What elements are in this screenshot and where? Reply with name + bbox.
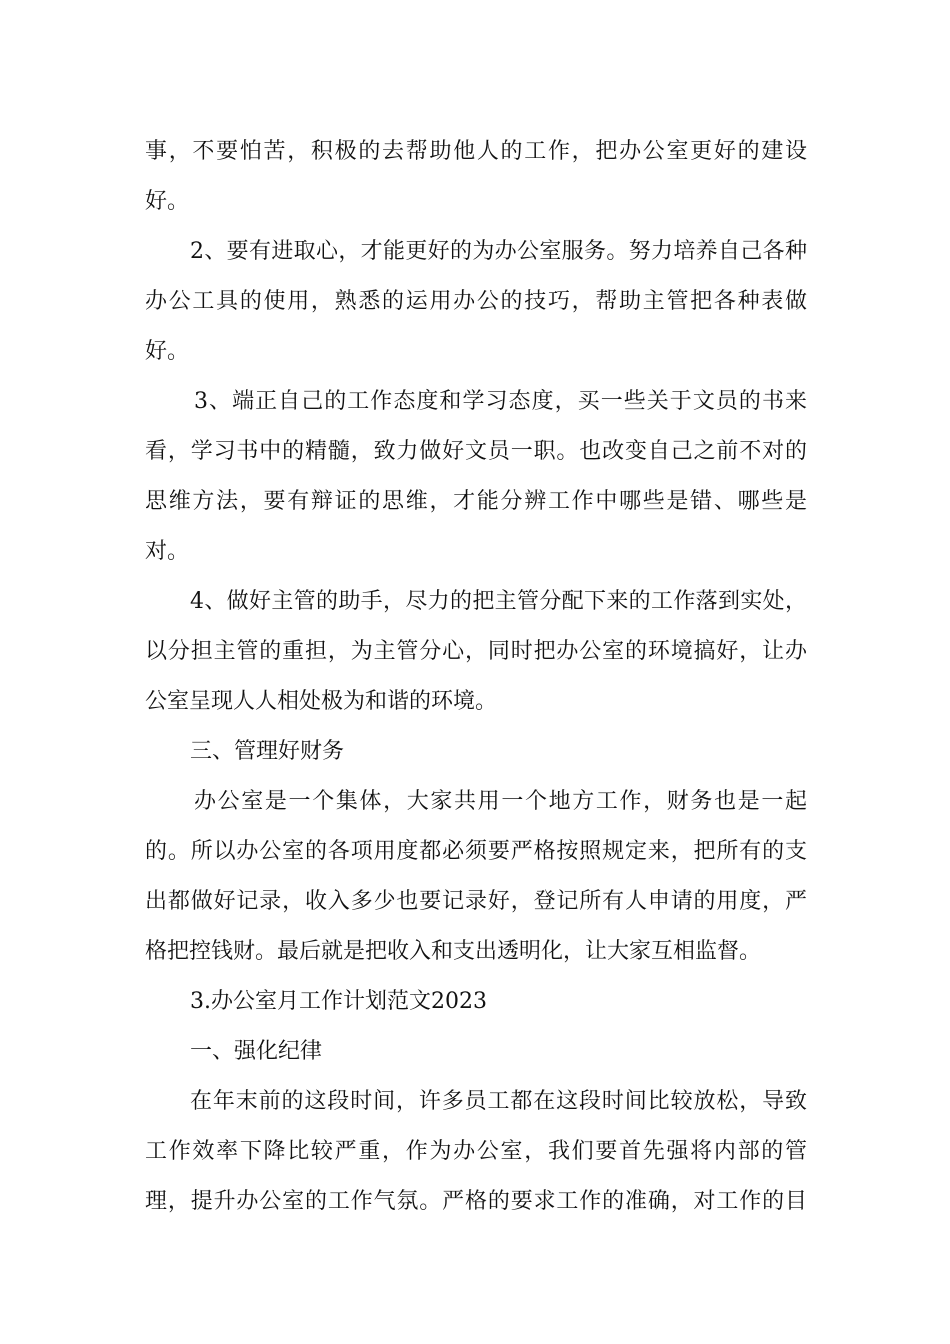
text-line: 公室呈现人人相处极为和谐的环境。: [145, 689, 498, 714]
section-heading: 一、强化纪律: [190, 1039, 323, 1064]
text-line: 以分担主管的重担，为主管分心，同时把办公室的环境搞好，让办: [145, 639, 807, 664]
text-line: 好。: [145, 189, 190, 214]
text-line: 办公室是一个集体，大家共用一个地方工作，财务也是一起: [194, 789, 807, 814]
text-line: 思维方法，要有辩证的思维，才能分辨工作中哪些是错、哪些是: [145, 489, 807, 514]
text-line: 在年末前的这段时间，许多员工都在这段时间比较放松，导致: [190, 1089, 807, 1114]
text-line: 工作效率下降比较严重，作为办公室，我们要首先强将内部的管: [145, 1139, 807, 1164]
text-line: 对。: [145, 539, 190, 564]
section-heading: 三、管理好财务: [190, 739, 345, 764]
text-line: 2、要有进取心，才能更好的为办公室服务。努力培养自己各种: [190, 239, 807, 264]
text-line: 4、做好主管的助手，尽力的把主管分配下来的工作落到实处，: [190, 589, 807, 614]
text-line: 3、端正自己的工作态度和学习态度，买一些关于文员的书来: [194, 389, 807, 414]
text-line: 理，提升办公室的工作气氛。严格的要求工作的准确，对工作的目: [145, 1189, 807, 1214]
text-line: 看，学习书中的精髓，致力做好文员一职。也改变自己之前不对的: [145, 439, 807, 464]
text-line: 的。所以办公室的各项用度都必须要严格按照规定来，把所有的支: [145, 839, 807, 864]
text-line: 好。: [145, 339, 190, 364]
text-line: 格把控钱财。最后就是把收入和支出透明化，让大家互相监督。: [145, 939, 762, 964]
section-title: 3.办公室月工作计划范文2023: [190, 989, 487, 1014]
text-line: 事，不要怕苦，积极的去帮助他人的工作，把办公室更好的建设: [145, 139, 807, 164]
text-line: 办公工具的使用，熟悉的运用办公的技巧，帮助主管把各种表做: [145, 289, 807, 314]
text-line: 出都做好记录，收入多少也要记录好，登记所有人申请的用度，严: [145, 889, 807, 914]
